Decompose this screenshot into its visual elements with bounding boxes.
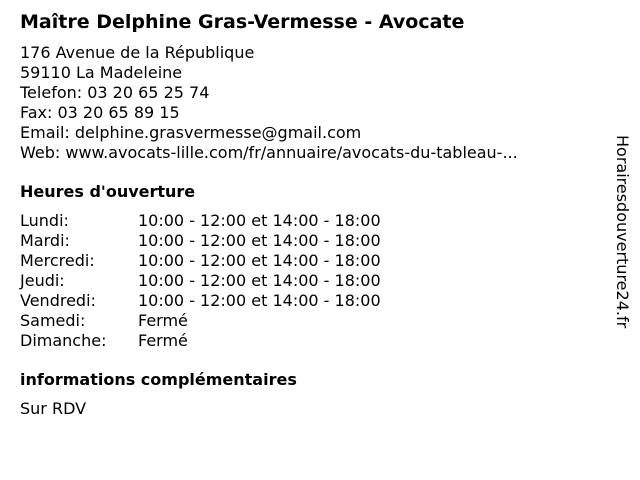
business-name: Maître Delphine Gras-Vermesse - Avocate <box>20 11 465 33</box>
web-line: Web: www.avocats-lille.com/fr/annuaire/avocats-du-tableau-... <box>20 143 518 162</box>
phone-line: Telefon: 03 20 65 25 74 <box>20 83 210 102</box>
address-line-2: 59110 La Madeleine <box>20 63 183 82</box>
email-line: Email: delphine.grasvermesse@gmail.com <box>20 123 362 142</box>
hours-day: Mercredi: <box>20 251 95 270</box>
fax-line: Fax: 03 20 65 89 15 <box>20 103 180 122</box>
hours-day: Jeudi: <box>20 271 65 290</box>
additional-info-text: Sur RDV <box>20 399 87 418</box>
hours-time: 10:00 - 12:00 et 14:00 - 18:00 <box>138 271 381 290</box>
hours-row-lundi <box>20 211 600 231</box>
hours-day: Dimanche: <box>20 331 107 350</box>
hours-row-mercredi <box>20 251 600 271</box>
hours-time: 10:00 - 12:00 et 14:00 - 18:00 <box>138 251 381 270</box>
address-line-1: 176 Avenue de la République <box>20 43 255 62</box>
hours-time: 10:00 - 12:00 et 14:00 - 18:00 <box>138 231 381 250</box>
hours-time: 10:00 - 12:00 et 14:00 - 18:00 <box>138 291 381 310</box>
hours-row-dimanche <box>20 331 600 351</box>
hours-time: Fermé <box>138 331 188 350</box>
site-watermark: Horairesdouverture24.fr <box>613 135 632 329</box>
hours-time: 10:00 - 12:00 et 14:00 - 18:00 <box>138 211 381 230</box>
contact-block <box>20 43 600 163</box>
hours-row-jeudi <box>20 271 600 291</box>
hours-day: Mardi: <box>20 231 70 250</box>
opening-hours-heading: Heures d'ouverture <box>20 182 196 201</box>
hours-row-samedi <box>20 311 600 331</box>
additional-info-heading: informations complémentaires <box>20 370 297 389</box>
hours-day: Vendredi: <box>20 291 96 310</box>
hours-row-mardi <box>20 231 600 251</box>
opening-hours-table <box>20 211 600 351</box>
hours-time: Fermé <box>138 311 188 330</box>
business-card <box>20 10 600 419</box>
hours-day: Samedi: <box>20 311 86 330</box>
hours-row-vendredi <box>20 291 600 311</box>
hours-day: Lundi: <box>20 211 69 230</box>
